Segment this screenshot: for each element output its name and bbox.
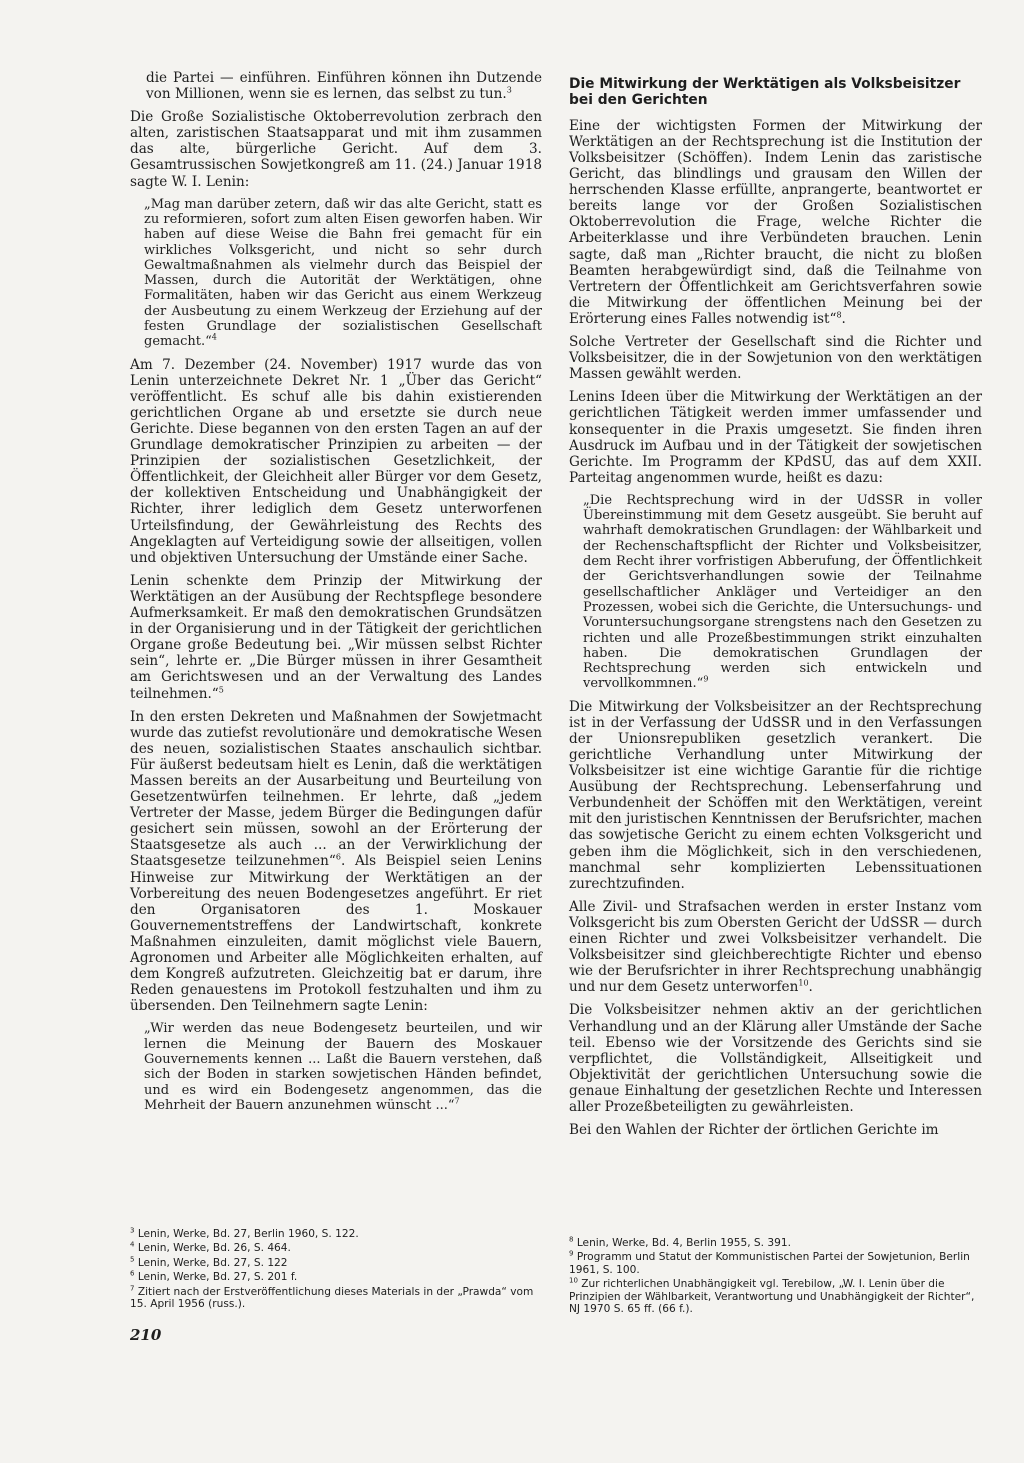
paragraph: Alle Zivil- und Strafsachen werden in erster Instanz vom Volksgericht bis zum Obersten Gericht der UdSSR — durch einen Richter und zwei Volksbeisitzer verhandelt. Die Volksbeisitzer sind gleichberechtigte Richter und ebenso wie der Berufsrichter in ihrer Rechtsprechung unabhängig und nur dem Gesetz unterworfen$^{10}$. [569,898,982,996]
paragraph: In den ersten Dekreten und Maßnahmen der Sowjetmacht wurde das zutiefst revolutionäre und demokratische Wesen des neuen, sozialistischen Staates anschaulich sichtbar. Für äußerst bedeutsam hielt es Lenin, daß die werktätigen Massen bereits an der Ausarbeitung und Beurteilung von Gesetzentwürfen teilnehmen. Er lehrte, daß „jedem Vertreter der Masse, jedem Bürger die Bedingungen dafür gesichert sein müssen, sowohl an der Erörterung der Staatsgesetze als auch ... an der Verwirklichung der Staatsgesetze teilzunehmen“$^6$. Als Beispiel seien Lenins Hinweise zur Mitwirkung der Werktätigen an der Vorbereitung des neuen Bodengesetzes angeführt. Er riet den Organisatoren des 1. Moskauer Gouvernementstreffens der Landwirtschaft, konkrete Maßnahmen einzuleiten, damit möglichst viele Bauern, Agronomen und Arbeiter alle Möglichkeiten erhalten, auf dem Kongreß aufzutreten. Gleichzeitig bat er darum, ihre Reden genauestens im Protokoll festzuhalten und ihm zu übersenden. Den Teilnehmern sagte Lenin: [130,708,542,1015]
footnote-ref[interactable]: 6 [335,852,341,862]
footnote: $^8$ Lenin, Werke, Bd. 4, Berlin 1955, S. 391. [569,1235,791,1249]
footnote: $^{10}$ Zur richterlichen Unabhängigkeit vgl. Terebilow, „W. I. Lenin über die Prinzipien der Wählbarkeit, Verantwortung und Unabhängigkeit der Richter“, NJ 1970 S. 65 ff. (66 f.). [569,1276,975,1316]
footnote: $^7$ Zitiert nach der Erstveröffentlichung dieses Materials in der „Prawda“ vom 15. April 1956 (russ.). [130,1284,534,1311]
paragraph: Am 7. Dezember (24. November) 1917 wurde das von Lenin unterzeichnete Dekret Nr. 1 „Über das Gericht“ veröffentlicht. Es schuf alle bis dahin existierenden gerichtlichen Organe ab und ersetzte sie durch neue Gerichte. Diese begannen von den ersten Tagen an auf der Grundlage demokratischer Prinzipien zu arbeiten — der Prinzipien der sozialistischen Gesetzlichkeit, der Öffentlichkeit, der Gleichheit aller Bürger vor dem Gesetz, der kollektiven Entscheidung und Unabhängigkeit der Richter, ihrer lediglich dem Gesetz unterworfenen Urteilsfindung, der Gewährleistung des Rechts des Angeklagten auf Verteidigung sowie der allseitigen, vollen und objektiven Untersuchung der Umstände einer Sache. [130,356,542,566]
paragraph: Bei den Wahlen der Richter der örtlichen Gerichte im [569,1122,939,1139]
footnote-ref[interactable]: 7 [454,1096,460,1106]
paragraph: Lenin schenkte dem Prinzip der Mitwirkung der Werktätigen an der Ausübung der Rechtspflege besondere Aufmerksamkeit. Er maß den demokratischen Grundsätzen in der Organisierung und in der Tätigkeit der gerichtlichen Organe große Bedeutung bei. „Wir müssen selbst Richter sein“, lehrte er. „Die Bürger müssen in ihrer Gesamtheit am Gerichtswesen und an der Verwaltung des Landes teilnehmen.“$^5$ [130,572,542,702]
footnote-ref[interactable]: 9 [703,675,709,685]
quote: „Mag man darüber zetern, daß wir das alte Gericht, statt es zu reformieren, sofort zum alten Eisen geworfen haben. Wir haben auf diese Weise die Bahn frei gemacht für ein wirkliches Volksgericht, und nicht so sehr durch Gewaltmaßnahmen als vielmehr durch das Beispiel der Massen, durch die Autorität der Werktätigen, ohne Formalitäten, haben wir das Gericht aus einem Werkzeug der Ausbeutung zu einem Werkzeug der Erziehung auf der festen Grundlage der sozialistischen Gesellschaft gemacht.“$^4$ [144,196,542,350]
right-column [569,70,982,1145]
paragraph: Die Große Sozialistische Oktoberrevolution zerbrach den alten, zaristischen Staatsapparat und mit ihm zusammen das alte, bürgerliche Gericht. Auf dem 3. Gesamtrussischen Sowjetkongreß am 11. (24.) Januar 1918 sagte W. I. Lenin: [130,109,542,190]
footnotes-left [130,1228,542,1312]
footnote-ref[interactable]: 10 [798,978,809,988]
paragraph: Die Volksbeisitzer nehmen aktiv an der gerichtlichen Verhandlung und an der Klärung aller Umstände der Sache teil. Ebenso wie der Vorsitzende des Gerichts sind sie verpflichtet, die Vollständigkeit, Allseitigkeit und Objektivität der gerichtlichen Untersuchung sowie die genaue Einhaltung der gesetzlichen Rechte und Interessen aller Prozeßbeteiligten zu gewährleisten. [569,1002,982,1115]
quote: „Die Rechtsprechung wird in der UdSSR in voller Übereinstimmung mit dem Gesetz ausgeübt. Sie beruht auf wahrhaft demokratischen Grundlagen: der Wählbarkeit und der Rechenschaftspflicht der Richter und Volksbeisitzer, dem Recht ihrer vorfristigen Abberufung, der Öffentlichkeit der Gerichtsverhandlungen sowie der Teilnahme gesellschaftlicher Ankläger und Verteidiger an den Prozessen, wobei sich die Gerichte, die Untersuchungs- und Voruntersuchungsorgane strengstens nach den Gesetzen zu richten und alle Prozeßbestimmungen strikt einzuhalten haben. Die demokratischen Grundlagen der Rechtsprechung werden sich entwickeln und vervollkommnen.“$^9$ [583,492,982,692]
paragraph: Eine der wichtigsten Formen der Mitwirkung der Werktätigen an der Rechtsprechung ist die Institution der Volksbeisitzer (Schöffen). Indem Lenin das zaristische Gericht, das blindlings und grausam den Willen der herrschenden Klasse erfüllte, anprangerte, beantwortet er bereits lange vor der Großen Sozialistischen Oktoberrevolution die Frage, welche Richter die Arbeiterklasse und ihre Verbündeten brauchen. Lenin sagte, daß man „Richter braucht, die nicht zu bloßen Beamten herabgewürdigt sind, daß die Teilnahme von Vertretern der Öffentlichkeit am Gerichtsverfahren sowie die Mitwirkung der öffentlichen Meinung bei der Erörterung eines Falles notwendig ist“$^8$. [569,117,982,327]
paragraph: Die Mitwirkung der Volksbeisitzer an der Rechtsprechung ist in der Verfassung der UdSSR und in den Verfassungen der Unionsrepubliken gesetzlich verankert. Die gerichtliche Verhandlung unter Mitwirkung der Volksbeisitzer ist eine wichtige Garantie für die richtige Ausübung der Rechtsprechung. Lebenserfahrung und Verbundenheit der Schöffen mit den Werktätigen, vereint mit den juristischen Kenntnissen der Berufsrichter, machen das sowjetische Gericht zu einem echten Volksgericht und geben ihm die Möglichkeit, sich in den verschiedenen, manchmal sehr komplizierten Lebenssituationen zurechtzufinden. [569,698,982,892]
paragraph: die Partei — einführen. Einführen können ihn Dutzende von Millionen, wenn sie es lernen, das selbst zu tun.$^3$ [146,70,542,103]
footnote-ref[interactable]: 5 [218,684,224,694]
page-number: 210 [130,1326,162,1344]
section-heading: Die Mitwirkung der Werktätigen als Volksbeisitzer bei den Gerichten [569,76,961,109]
paragraph: Lenins Ideen über die Mitwirkung der Werktätigen an der gerichtlichen Tätigkeit werden immer umfassender und konsequenter in die Praxis umgesetzt. Sie finden ihren Ausdruck im Aufbau und in der Tätigkeit der sowjetischen Gerichte. Im Programm der KPdSU, das auf dem XXII. Parteitag angenommen wurde, heißt es dazu: [569,389,982,486]
paragraph: Solche Vertreter der Gesellschaft sind die Richter und Volksbeisitzer, die in der Sowjetunion von den werktätigen Massen gewählt werden. [569,334,982,383]
footnote-ref[interactable]: 8 [836,310,842,320]
footnote: $^3$ Lenin, Werke, Bd. 27, Berlin 1960, S. 122. [130,1226,359,1240]
footnote: $^4$ Lenin, Werke, Bd. 26, S. 464. [130,1240,291,1255]
footnote: $^6$ Lenin, Werke, Bd. 27, S. 201 f. [130,1269,298,1284]
quote: „Wir werden das neue Bodengesetz beurteilen, und wir lernen die Meinung der Bauern des Moskauer Gouvernements kennen ... Laßt die Bauern verstehen, daß sich der Boden in starken sowjetischen Händen befindet, und es wird ein Bodengesetz angenommen, das die Mehrheit der Bauern anzunehmen wünscht ...“$^7$ [144,1021,542,1113]
footnotes-right [569,1237,982,1317]
footnote: $^9$ Programm und Statut der Kommunistischen Partei der Sowjetunion, Berlin 1961, S. 100. [569,1249,970,1276]
left-column [130,70,542,1120]
footnote: $^5$ Lenin, Werke, Bd. 27, S. 122 [130,1255,288,1269]
footnote-ref[interactable]: 4 [211,333,217,342]
footnote-ref[interactable]: 3 [506,85,512,95]
